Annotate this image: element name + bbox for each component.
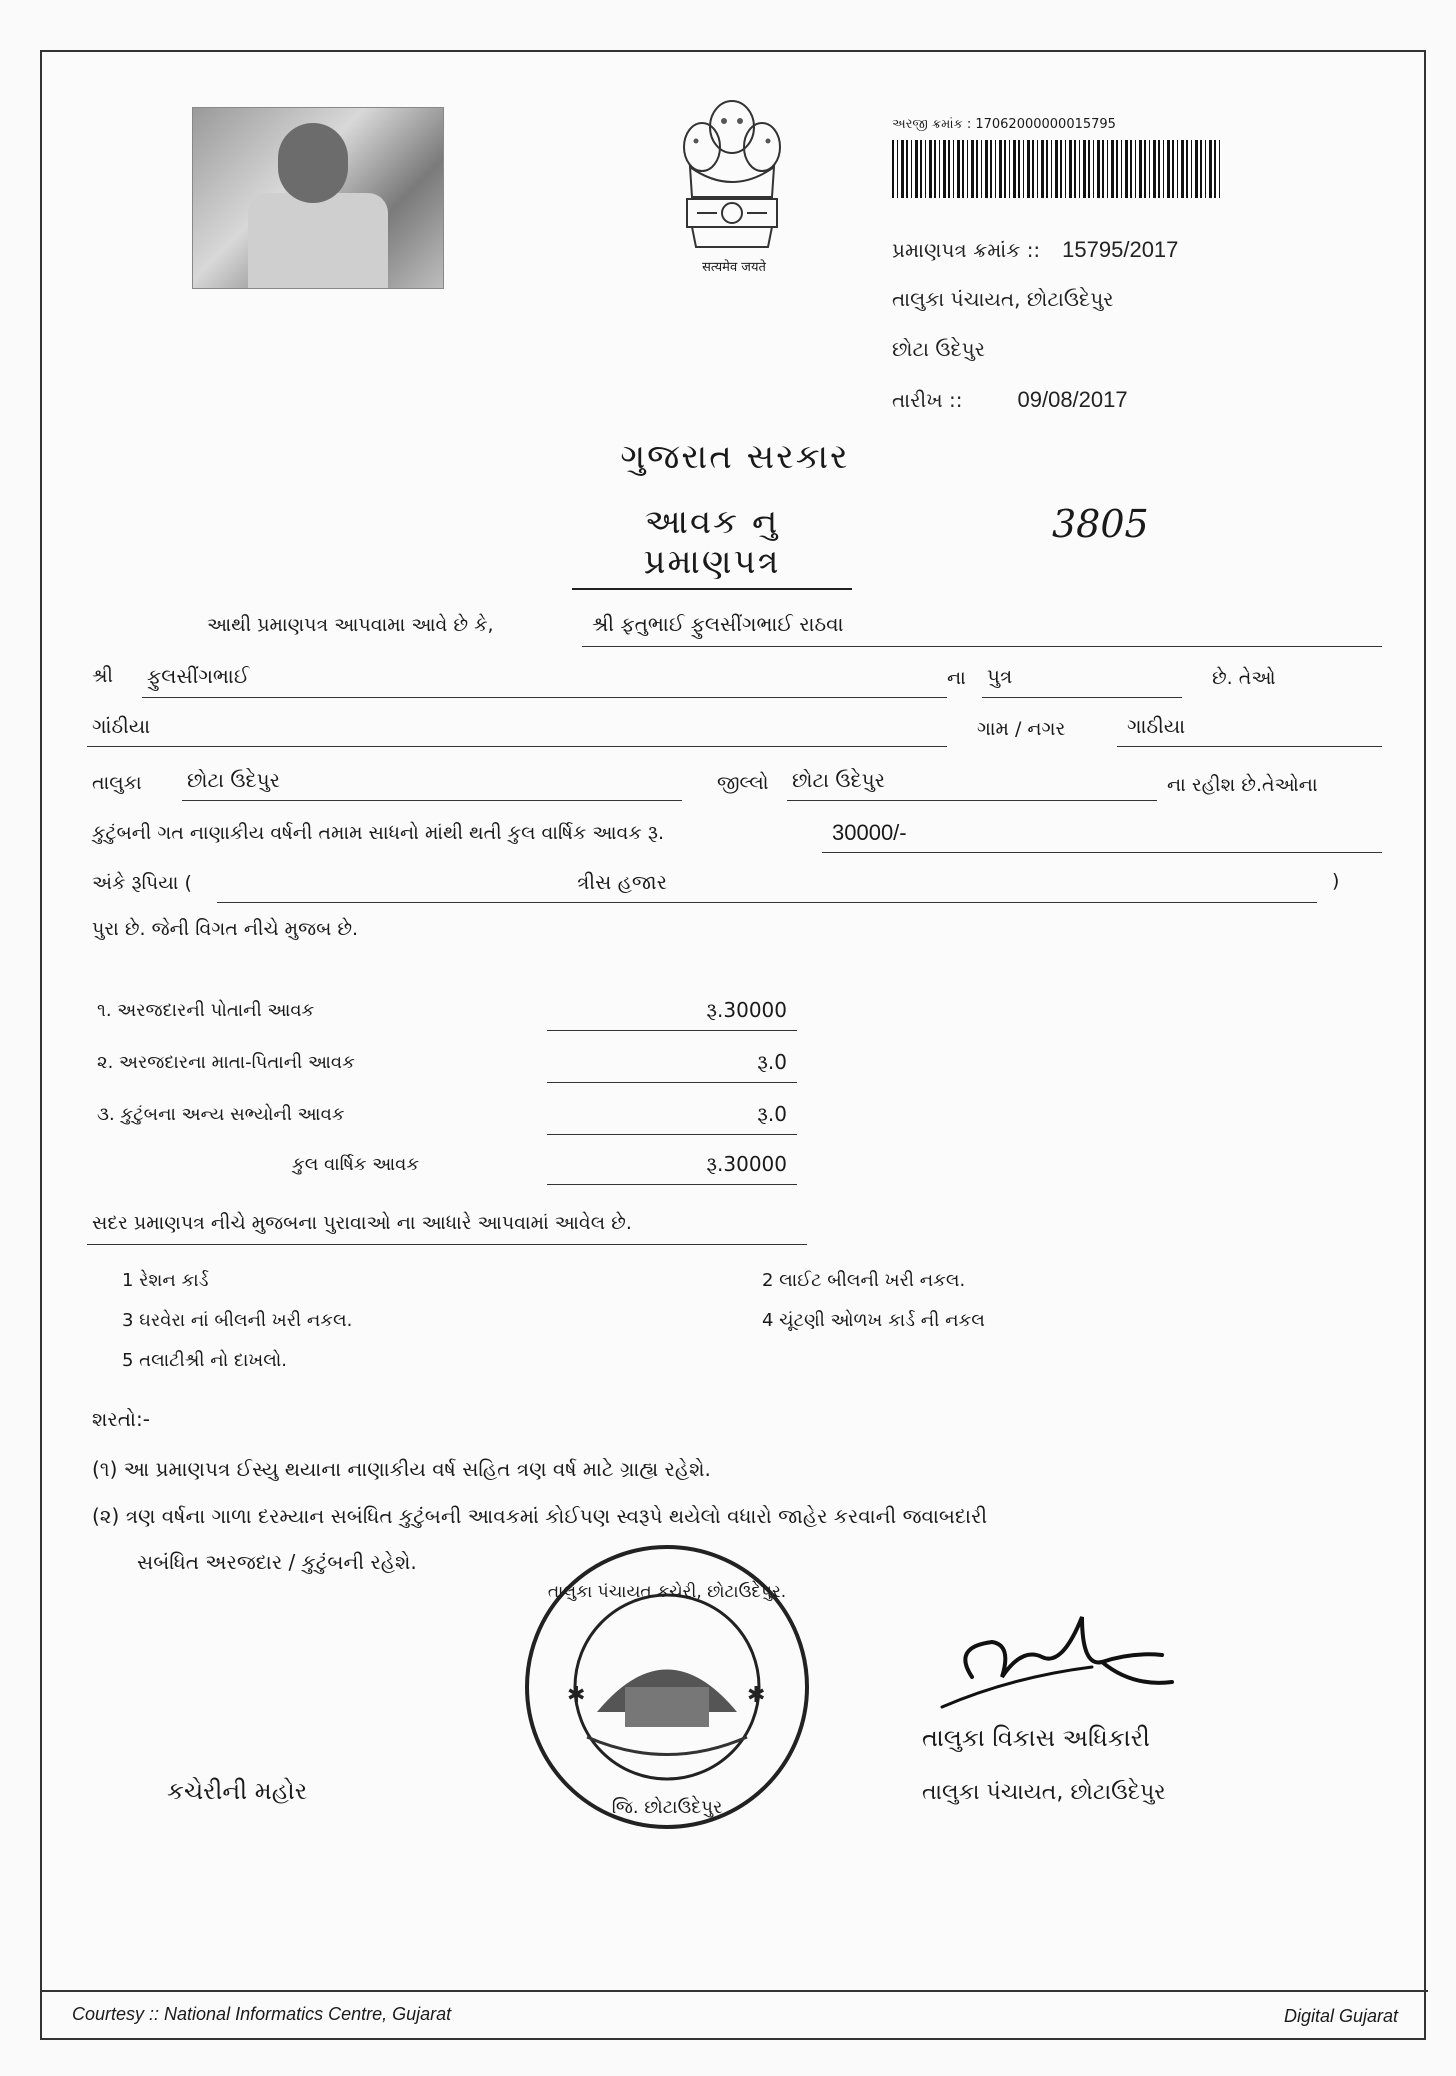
footer — [42, 1990, 1428, 2044]
taluka: છોટા ઉદેપુર — [187, 768, 280, 792]
evidence-item: 5 તલાટીશ્રી નો દાખલો. — [122, 1350, 288, 1371]
father-name: ફુલસીંગભાઈ — [147, 664, 250, 688]
income-row-value: રૂ.0 — [757, 1102, 787, 1126]
district-label: જીલ્લો — [717, 772, 769, 794]
applicant-photo — [192, 107, 444, 289]
amount-words-label: અંકે રૂપિયા ( — [92, 872, 192, 894]
amount-words-close: ) — [1332, 870, 1340, 892]
issuing-office: તાલુકા પંચાયત, છોટાઉદેપુર — [892, 287, 1114, 311]
svg-text:✱: ✱ — [567, 1683, 586, 1708]
certificate-number-row — [892, 237, 1178, 263]
emblem-motto: सत्यमेव जयते — [702, 260, 766, 275]
total-income-label: કુલ વાર્ષિક આવક — [292, 1154, 420, 1175]
evidence-heading: સદર પ્રમાણપત્ર નીચે મુજબના પુરાવાઓ ના આધારે આપવામાં આવેલ છે. — [92, 1212, 632, 1234]
income-row-value: રૂ.30000 — [706, 998, 787, 1022]
condition-2-cont: સબંધિત અરજદાર / કુટુંબની રહેશે. — [137, 1550, 417, 1574]
handwritten-number: 3805 — [1052, 502, 1149, 546]
conditions-heading: શરતો:- — [92, 1407, 150, 1431]
certificate-number: 15795/2017 — [1062, 237, 1179, 262]
district: છોટા ઉદેપુર — [792, 768, 885, 792]
certificate-number-label: પ્રમાણપત્ર ક્રમાંક :: — [892, 238, 1041, 262]
income-row-label: ૧. અરજદારની પોતાની આવક — [97, 1000, 315, 1021]
relation: પુત્ર — [987, 664, 1013, 688]
footer-courtesy: Courtesy :: National Informatics Centre, Gujarat — [72, 2004, 452, 2024]
evidence-item: 3 ઘરવેરા નાં બીલની ખરી નકલ. — [122, 1310, 353, 1331]
evidence-item: 2 લાઈટ બીલની ખરી નકલ. — [762, 1270, 966, 1291]
signatory-title: તાલુકા વિકાસ અધિકારી — [922, 1724, 1150, 1752]
barcode — [892, 140, 1222, 198]
svg-text:✱: ✱ — [747, 1683, 766, 1708]
date-label: તારીખ :: — [892, 388, 963, 412]
applicant-name: શ્રી ફતુભાઈ ફુલસીંગભાઈ રાઠવા — [592, 612, 844, 636]
total-income-amount: 30000/- — [832, 820, 907, 845]
signatory-office: તાલુકા પંચાયત, છોટાઉદેપુર — [922, 1780, 1166, 1805]
footer-brand: Digital Gujarat — [1283, 2006, 1398, 2026]
application-number: અરજી ક્રમાંક : 17062000000015795 — [892, 117, 1116, 132]
locality: ગાંઠીયા — [92, 714, 151, 738]
intro-text: આથી પ્રમાણપત્ર આપવામા આવે છે કે, — [207, 614, 494, 636]
certificate-page — [40, 50, 1426, 2040]
government-title: ગુજરાત સરકાર — [620, 437, 850, 477]
income-row-label: ૩. કુટુંબના અન્ય સભ્યોની આવક — [97, 1104, 345, 1125]
na-label: ના — [947, 667, 966, 689]
chhe-teo-label: છે. તેઓ — [1212, 667, 1276, 689]
village-label: ગામ / નગર — [977, 718, 1066, 740]
evidence-item: 1 રેશન કાર્ડ — [122, 1270, 209, 1291]
seal-top-text: તાલુકા પંચાયત કચેરી, છોટાઉદેપુર. — [547, 1582, 787, 1602]
seal-bottom-text: જિ. છોટાઉદેપુર — [611, 1797, 723, 1818]
evidence-item: 4 ચૂંટણી ઓળખ કાર્ડ ની નકલ — [762, 1310, 985, 1331]
signature-icon — [932, 1607, 1232, 1717]
income-row-value: રૂ.0 — [757, 1050, 787, 1074]
office-seal-label: કચેરીની મહોર — [167, 1777, 308, 1805]
condition-2: (૨) ત્રણ વર્ષના ગાળા દરમ્યાન સબંધિત કુટુંબની આવકમાં કોઈપણ સ્વરૂપે થયેલો વધારો જાહેર કરવાની જવાબદારી — [92, 1504, 988, 1528]
breakup-text: પુરા છે. જેની વિગત નીચે મુજબ છે. — [92, 918, 359, 940]
total-income-value: રૂ.30000 — [706, 1152, 787, 1176]
income-text: કુટુંબની ગત નાણાકીય વર્ષની તમામ સાધનો માંથી થતી કુલ વાર્ષિક આવક રૂ. — [92, 822, 664, 844]
amount-in-words: ત્રીસ હજાર — [577, 870, 667, 894]
issuing-place: છોટા ઉદેપુર — [892, 337, 985, 361]
condition-1: (૧) આ પ્રમાણપત્ર ઈસ્યુ થયાના નાણાકીય વર્ષ સહિત ત્રણ વર્ષ માટે ગ્રાહ્ય રહેશે. — [92, 1457, 711, 1481]
issue-date: 09/08/2017 — [1017, 387, 1128, 412]
national-emblem-icon — [672, 87, 792, 277]
resident-text: ના રહીશ છે.તેઓના — [1167, 774, 1318, 796]
taluka-label: તાલુકા — [92, 772, 142, 794]
certificate-title: આવક નુ પ્રમાણપત્ર — [572, 502, 852, 590]
date-row — [892, 387, 1128, 413]
income-row-label: ૨. અરજદારના માતા-પિતાની આવક — [97, 1052, 355, 1073]
shri-label: શ્રી — [92, 665, 113, 687]
village: ગાઠીયા — [1127, 714, 1186, 738]
